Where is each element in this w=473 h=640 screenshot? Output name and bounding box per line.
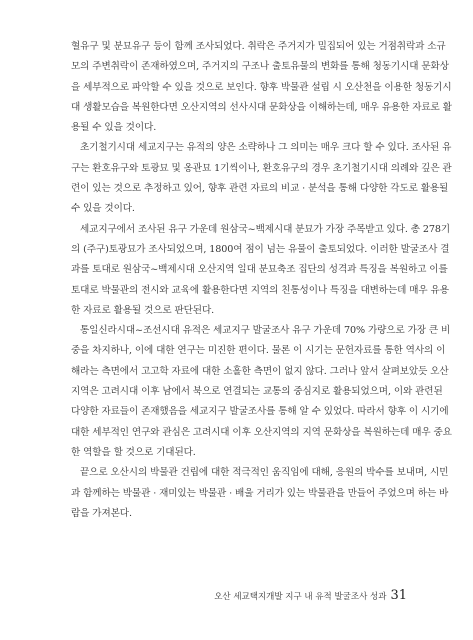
text-line: 한 자료로 활용될 것으로 판단된다. xyxy=(71,304,215,316)
paragraph xyxy=(71,321,452,463)
text-line: 대 생활모습을 복원한다면 오산지역의 선사시대 문화상을 이해하는데, 매우 유용한 자료로 활 xyxy=(71,101,452,113)
text-line: 해라는 측면에서 고고학 자료에 대한 소홀한 측면이 없지 않다. 그러나 앞서 살펴보았듯 오산 xyxy=(71,365,449,377)
text-line: 모의 주변취락이 존재하였으며, 주거지의 구조나 출토유물의 변화를 통해 청동기시대 문화상 xyxy=(71,61,449,73)
paragraph xyxy=(71,463,449,524)
running-title: 오산 세교택지개발 지구 내 유적 발굴조사 성과 xyxy=(214,592,387,602)
text-line: 과를 토대로 원삼국~백제시대 오산지역 일대 분묘축조 집단의 성격과 특징을 복원하고 이를 xyxy=(71,264,448,276)
text-line: 혈유구 및 분묘유구 등이 함께 조사되었다. 취락은 주거지가 밀집되어 있는 거점취락과 소규 xyxy=(71,41,446,52)
text-line: 용될 수 있을 것이다. xyxy=(71,122,157,134)
paragraph xyxy=(71,138,452,219)
text-line: 지역은 고려시대 이후 남에서 북으로 연결되는 교통의 중심지로 활용되었으며, 이와 관련된 xyxy=(71,386,443,398)
page-footer xyxy=(214,588,407,603)
text-line: 한 역할을 할 것으로 기대된다. xyxy=(71,446,196,458)
text-line: 통일신라시대~조선시대 유적은 세교지구 발굴조사 유구 가운데 70% 가량으로 가장 큰 비 xyxy=(80,325,451,337)
text-line: 토대로 박물관의 전시와 교육에 활용한다면 지역의 친통성이나 특징을 대변하는데 매우 유용 xyxy=(71,284,449,296)
text-line: 련이 있는 것으로 추정하고 있어, 향후 관련 자료의 비교 · 분석을 통해 다양한 각도로 활용될 xyxy=(71,183,449,195)
page-number: 31 xyxy=(390,588,407,603)
text-line: 중을 차지하나, 이에 대한 연구는 미진한 편이다. 물론 이 시기는 문헌자료를 통한 역사의 이 xyxy=(71,345,446,357)
text-line: 끝으로 오산시의 박물관 건립에 대한 적극적인 움직임에 대해, 응원의 박수를 보내며, 시민 xyxy=(80,467,449,479)
body-text xyxy=(71,37,452,524)
text-line: 대한 세부적인 연구와 관심은 고려시대 이후 오산지역의 지역 문화상을 복원하는데 매우 중요 xyxy=(71,426,452,438)
text-line: 초기철기시대 세교지구는 유적의 양은 소략하나 그 의미는 매우 크다 할 수 있다. 조사된 유 xyxy=(80,142,452,154)
text-line: 수 있을 것이다. xyxy=(71,203,135,215)
paragraph xyxy=(71,220,451,321)
paragraph xyxy=(71,37,452,138)
text-line: 의 (주구)토광묘가 조사되었으며, 1800여 점이 넘는 유물이 출토되었다. 이러한 발굴조사 결 xyxy=(71,243,450,255)
text-line: 세교지구에서 조사된 유구 가운데 원삼국~백제시대 분묘가 가장 주목받고 있다. 총 278기 xyxy=(80,223,451,235)
text-line: 람을 가져본다. xyxy=(71,507,132,519)
text-line: 과 함께하는 박물관 · 재미있는 박물관 · 배울 거리가 있는 박물관을 만들어 주었으며 하는 바 xyxy=(71,487,449,499)
text-line: 을 세부적으로 파악할 수 있을 것으로 보인다. 향후 박물관 설립 시 오산천을 이용한 청동기시 xyxy=(71,81,452,93)
text-line: 구는 환호유구와 토광묘 및 옹관묘 1기씩이나, 환호유구의 경우 초기철기시대 의례와 깊은 관 xyxy=(71,162,452,174)
text-line: 다양한 자료들이 존재했음을 세교지구 발굴조사를 통해 알 수 있었다. 따라서 향후 이 시기에 xyxy=(71,406,449,418)
